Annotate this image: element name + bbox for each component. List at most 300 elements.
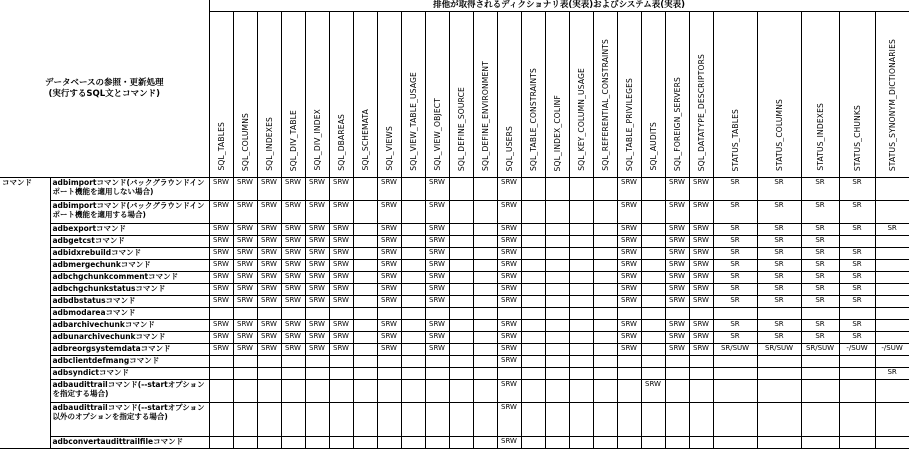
lock-mode-cell <box>521 296 545 308</box>
column-header <box>329 12 353 178</box>
lock-mode-cell <box>713 368 757 380</box>
lock-mode-cell <box>521 437 545 449</box>
lock-mode-cell: SRW <box>425 201 449 224</box>
lock-mode-cell: SRW <box>209 296 233 308</box>
lock-mode-cell: SRW <box>617 296 641 308</box>
lock-mode-cell <box>401 248 425 260</box>
lock-mode-cell <box>569 296 593 308</box>
lock-mode-cell: SR <box>713 296 757 308</box>
lock-mode-cell <box>521 344 545 356</box>
lock-mode-cell: SRW <box>305 236 329 248</box>
lock-mode-cell <box>473 437 497 449</box>
column-header-label: SQL_DATATYPE_DESCRIPTORS <box>696 53 706 171</box>
lock-mode-cell: SRW <box>617 224 641 236</box>
lock-mode-cell <box>449 437 473 449</box>
column-header <box>281 12 305 178</box>
lock-mode-cell <box>801 356 839 368</box>
lock-mode-cell <box>875 356 909 368</box>
lock-mode-cell: SRW <box>233 248 257 260</box>
lock-mode-cell: SRW <box>281 296 305 308</box>
lock-mode-cell: SRW <box>209 344 233 356</box>
lock-mode-cell <box>641 308 665 320</box>
lock-mode-cell <box>617 403 641 437</box>
lock-mode-cell <box>545 224 569 236</box>
lock-mode-cell: SR <box>713 248 757 260</box>
lock-mode-cell <box>875 380 909 403</box>
lock-mode-cell <box>641 248 665 260</box>
lock-mode-cell <box>425 437 449 449</box>
lock-mode-cell: SRW <box>305 320 329 332</box>
lock-mode-cell <box>593 296 617 308</box>
column-header <box>569 12 593 178</box>
lock-mode-cell <box>545 344 569 356</box>
lock-mode-cell: SRW <box>329 332 353 344</box>
column-header <box>377 12 401 178</box>
corner-line-1: データベースの参照・更新処理 <box>44 77 164 88</box>
lock-mode-cell: SRW <box>689 248 713 260</box>
lock-mode-cell: SRW <box>233 284 257 296</box>
lock-mode-cell <box>425 403 449 437</box>
lock-mode-cell: SRW <box>497 201 521 224</box>
lock-mode-cell <box>449 320 473 332</box>
lock-mode-cell <box>353 201 377 224</box>
lock-mode-cell <box>521 368 545 380</box>
lock-mode-cell <box>521 308 545 320</box>
lock-mode-cell <box>449 332 473 344</box>
table-row <box>0 368 909 380</box>
lock-mode-cell <box>353 403 377 437</box>
lock-mode-cell: SR <box>713 224 757 236</box>
lock-mode-cell: SR <box>801 260 839 272</box>
lock-mode-cell: SRW <box>209 320 233 332</box>
lock-mode-cell <box>401 332 425 344</box>
lock-mode-cell: SRW <box>665 248 689 260</box>
lock-mode-cell: SR <box>713 260 757 272</box>
lock-mode-cell <box>545 437 569 449</box>
lock-mode-cell <box>569 272 593 284</box>
column-header <box>801 12 839 178</box>
lock-mode-cell <box>641 201 665 224</box>
column-header-label: SQL_VIEWS <box>384 126 394 171</box>
lock-mode-cell <box>353 248 377 260</box>
lock-mode-cell: SRW <box>617 248 641 260</box>
column-header <box>305 12 329 178</box>
lock-mode-cell <box>353 437 377 449</box>
lock-mode-cell: SRW <box>377 224 401 236</box>
lock-mode-cell <box>757 356 801 368</box>
lock-mode-cell <box>305 368 329 380</box>
lock-mode-cell <box>233 308 257 320</box>
lock-mode-cell <box>839 368 875 380</box>
lock-mode-cell: SRW <box>281 284 305 296</box>
column-header <box>209 12 233 178</box>
lock-mode-cell <box>569 356 593 368</box>
lock-mode-cell <box>839 437 875 449</box>
lock-mode-cell <box>689 308 713 320</box>
lock-mode-cell <box>641 272 665 284</box>
lock-mode-cell <box>569 236 593 248</box>
lock-mode-cell: SRW <box>665 332 689 344</box>
lock-mode-cell: SR <box>801 224 839 236</box>
lock-mode-cell: SR <box>757 332 801 344</box>
lock-mode-cell <box>617 380 641 403</box>
lock-mode-cell <box>401 296 425 308</box>
lock-mode-cell <box>641 296 665 308</box>
column-header <box>401 12 425 178</box>
lock-mode-cell: SRW <box>497 356 521 368</box>
lock-mode-cell: SRW <box>425 272 449 284</box>
lock-mode-cell <box>329 403 353 437</box>
lock-mode-cell: SR <box>839 248 875 260</box>
lock-mode-cell: SR/SUW <box>757 344 801 356</box>
lock-mode-cell: SR <box>757 248 801 260</box>
lock-mode-cell <box>401 437 425 449</box>
lock-mode-cell <box>473 236 497 248</box>
command-name: adbchgchunkstatusコマンド <box>50 284 209 296</box>
lock-mode-cell: SRW <box>305 272 329 284</box>
lock-mode-cell <box>875 236 909 248</box>
lock-mode-cell: SRW <box>377 178 401 201</box>
lock-mode-cell: SR <box>801 272 839 284</box>
lock-mode-cell: SRW <box>617 178 641 201</box>
lock-mode-cell: SRW <box>665 236 689 248</box>
lock-mode-cell: SRW <box>209 224 233 236</box>
lock-mode-cell: SR/SUW <box>801 344 839 356</box>
lock-mode-cell <box>545 296 569 308</box>
lock-mode-cell <box>377 368 401 380</box>
lock-mode-cell <box>875 296 909 308</box>
lock-mode-cell: SR <box>839 224 875 236</box>
table-body <box>0 178 909 449</box>
lock-mode-cell <box>497 308 521 320</box>
lock-mode-cell <box>401 320 425 332</box>
lock-mode-cell <box>875 308 909 320</box>
lock-mode-cell: SRW <box>665 272 689 284</box>
lock-mode-cell: SRW <box>329 236 353 248</box>
lock-mode-cell: SRW <box>257 332 281 344</box>
lock-mode-cell <box>233 380 257 403</box>
lock-mode-cell <box>665 437 689 449</box>
lock-mode-cell <box>569 437 593 449</box>
lock-mode-cell: SRW <box>689 320 713 332</box>
table-row <box>0 236 909 248</box>
lock-mode-cell <box>801 437 839 449</box>
lock-mode-cell <box>473 332 497 344</box>
lock-mode-cell: SRW <box>281 320 305 332</box>
lock-mode-cell: SR <box>713 320 757 332</box>
lock-mode-cell <box>875 284 909 296</box>
lock-mode-cell <box>593 368 617 380</box>
lock-mode-cell: SRW <box>665 178 689 201</box>
lock-mode-cell: SRW <box>257 260 281 272</box>
lock-mode-cell: SRW <box>377 201 401 224</box>
lock-mode-cell <box>425 308 449 320</box>
lock-mode-cell <box>473 380 497 403</box>
column-header-label: SQL_USERS <box>504 125 514 171</box>
lock-mode-cell <box>329 437 353 449</box>
lock-mode-cell <box>401 308 425 320</box>
lock-mode-cell: SRW <box>281 224 305 236</box>
lock-mode-cell: SRW <box>329 296 353 308</box>
command-name: adbunarchivechunkコマンド <box>50 332 209 344</box>
lock-mode-cell: SRW <box>689 272 713 284</box>
lock-mode-cell <box>545 368 569 380</box>
lock-mode-cell: SR <box>839 332 875 344</box>
lock-mode-cell <box>281 403 305 437</box>
lock-mode-cell: SR <box>875 368 909 380</box>
lock-mode-cell <box>569 368 593 380</box>
lock-mode-cell: -/SUW <box>839 344 875 356</box>
lock-mode-cell: SRW <box>425 260 449 272</box>
lock-mode-cell <box>689 437 713 449</box>
lock-mode-cell: SRW <box>233 332 257 344</box>
lock-mode-cell: SRW <box>257 344 281 356</box>
lock-mode-cell <box>209 403 233 437</box>
lock-mode-cell: SRW <box>209 260 233 272</box>
table-row <box>0 356 909 368</box>
column-header <box>233 12 257 178</box>
column-header-label: SQL_SCHEMATA <box>360 109 370 171</box>
lock-mode-cell: SRW <box>377 344 401 356</box>
table-row <box>0 403 909 437</box>
lock-mode-cell <box>353 296 377 308</box>
column-header-label: SQL_DEFINE_SOURCE <box>456 86 466 171</box>
lock-mode-cell: SRW <box>281 272 305 284</box>
lock-mode-cell <box>801 403 839 437</box>
column-header-label: SQL_DEFINE_ENVIRONMENT <box>480 61 490 171</box>
lock-mode-cell: SR/SUW <box>713 344 757 356</box>
lock-mode-cell <box>401 236 425 248</box>
lock-mode-cell <box>875 320 909 332</box>
lock-mode-cell <box>875 248 909 260</box>
lock-mode-cell <box>757 368 801 380</box>
column-header-label: STATUS_INDEXES <box>815 103 825 171</box>
lock-mode-cell <box>329 356 353 368</box>
lock-mode-cell <box>801 308 839 320</box>
lock-mode-cell <box>569 380 593 403</box>
lock-mode-cell <box>569 284 593 296</box>
lock-mode-cell <box>521 178 545 201</box>
lock-mode-cell <box>305 308 329 320</box>
lock-mode-cell <box>353 284 377 296</box>
lock-mode-cell <box>521 403 545 437</box>
lock-mode-cell: SRW <box>209 236 233 248</box>
lock-mode-cell <box>875 272 909 284</box>
lock-mode-cell <box>257 308 281 320</box>
lock-mode-cell <box>641 178 665 201</box>
lock-mode-cell: SRW <box>497 437 521 449</box>
lock-mode-cell: SRW <box>665 224 689 236</box>
column-header-label: SQL_INDEX_COLINF <box>552 94 562 171</box>
column-header <box>257 12 281 178</box>
command-name: adbexportコマンド <box>50 224 209 236</box>
lock-mode-cell: SRW <box>497 272 521 284</box>
lock-mode-cell: SR <box>713 201 757 224</box>
lock-mode-cell <box>521 224 545 236</box>
lock-mode-cell <box>665 368 689 380</box>
column-header-label: SQL_REFERENTIAL_CONSTRAINTS <box>600 39 610 171</box>
table-row <box>0 332 909 344</box>
lock-mode-cell <box>641 356 665 368</box>
lock-mode-cell <box>329 308 353 320</box>
column-header <box>875 12 909 178</box>
lock-mode-cell: SRW <box>233 236 257 248</box>
lock-mode-cell: SR <box>757 236 801 248</box>
column-header <box>449 12 473 178</box>
lock-mode-cell: SRW <box>257 248 281 260</box>
lock-mode-cell <box>497 368 521 380</box>
column-header-label: SQL_DIV_INDEX <box>312 109 322 171</box>
lock-mode-cell <box>449 224 473 236</box>
lock-mode-cell <box>593 224 617 236</box>
lock-mode-cell: SR <box>801 178 839 201</box>
lock-mode-cell: SRW <box>209 178 233 201</box>
lock-mode-cell <box>449 178 473 201</box>
lock-mode-cell <box>665 403 689 437</box>
lock-mode-cell <box>449 308 473 320</box>
lock-mode-cell: SR <box>839 320 875 332</box>
lock-mode-cell: SR <box>713 284 757 296</box>
lock-mode-cell: SRW <box>233 178 257 201</box>
lock-mode-cell <box>839 380 875 403</box>
lock-mode-cell: SRW <box>329 178 353 201</box>
lock-mode-cell <box>401 344 425 356</box>
lock-mode-cell <box>545 284 569 296</box>
column-header-label: SQL_TABLE_PRIVILEGES <box>624 77 634 171</box>
lock-mode-cell <box>401 368 425 380</box>
lock-mode-cell <box>401 260 425 272</box>
lock-mode-cell <box>875 260 909 272</box>
lock-mode-cell: SR <box>757 178 801 201</box>
lock-mode-cell <box>281 437 305 449</box>
lock-mode-cell: SRW <box>305 248 329 260</box>
lock-mode-cell: SRW <box>329 201 353 224</box>
lock-mode-cell <box>329 380 353 403</box>
lock-mode-cell: SRW <box>233 320 257 332</box>
lock-mode-cell <box>593 236 617 248</box>
lock-mode-cell: SRW <box>377 236 401 248</box>
lock-mode-cell <box>665 356 689 368</box>
lock-mode-cell: SRW <box>617 284 641 296</box>
lock-mode-cell <box>401 224 425 236</box>
lock-mode-cell: SR <box>801 248 839 260</box>
lock-mode-cell <box>839 236 875 248</box>
lock-mode-cell <box>839 356 875 368</box>
column-header <box>641 12 665 178</box>
table-row <box>0 380 909 403</box>
table-row <box>0 320 909 332</box>
lock-mode-cell: SRW <box>329 284 353 296</box>
lock-mode-cell <box>593 332 617 344</box>
lock-mode-cell: SRW <box>305 201 329 224</box>
lock-mode-cell: SRW <box>425 296 449 308</box>
lock-mode-cell <box>473 224 497 236</box>
lock-mode-cell: SR <box>875 224 909 236</box>
command-name: adbimportコマンド(バックグラウンドインポート機能を適用しない場合) <box>50 178 209 201</box>
column-header <box>593 12 617 178</box>
lock-mode-cell <box>401 201 425 224</box>
lock-mode-cell <box>257 403 281 437</box>
lock-mode-cell <box>281 308 305 320</box>
lock-mode-cell: SRW <box>617 320 641 332</box>
lock-mode-cell <box>449 296 473 308</box>
lock-mode-cell: SR <box>757 201 801 224</box>
lock-mode-cell: SRW <box>497 332 521 344</box>
column-header <box>497 12 521 178</box>
lock-mode-cell <box>545 332 569 344</box>
lock-mode-cell: SRW <box>689 296 713 308</box>
lock-mode-cell <box>593 248 617 260</box>
lock-mode-cell <box>233 403 257 437</box>
lock-mode-cell: SRW <box>425 284 449 296</box>
column-header-label: SQL_DBAREAS <box>336 114 346 171</box>
lock-mode-cell: SRW <box>377 332 401 344</box>
lock-mode-cell <box>545 272 569 284</box>
lock-mode-cell <box>473 296 497 308</box>
column-header-label: STATUS_COLUMNS <box>774 99 784 171</box>
lock-mode-cell <box>377 437 401 449</box>
lock-mode-cell: SR <box>839 260 875 272</box>
lock-mode-cell <box>473 344 497 356</box>
command-name: adbaudittrailコマンド(--startオプションを指定する場合) <box>50 380 209 403</box>
lock-mode-cell: SRW <box>617 332 641 344</box>
corner-header <box>0 0 209 178</box>
lock-mode-cell: SRW <box>209 332 233 344</box>
lock-mode-cell: SRW <box>425 248 449 260</box>
lock-mode-cell <box>641 260 665 272</box>
lock-mode-cell <box>593 178 617 201</box>
lock-mode-cell <box>521 260 545 272</box>
lock-mode-cell: SRW <box>617 201 641 224</box>
lock-mode-cell <box>713 356 757 368</box>
lock-mode-cell <box>521 248 545 260</box>
lock-mode-cell <box>545 308 569 320</box>
lock-mode-cell <box>449 356 473 368</box>
lock-mode-cell <box>689 368 713 380</box>
lock-mode-cell: SRW <box>497 178 521 201</box>
lock-mode-cell <box>569 403 593 437</box>
lock-mode-cell: SRW <box>497 344 521 356</box>
lock-mode-cell: SRW <box>665 320 689 332</box>
lock-mode-cell <box>353 260 377 272</box>
lock-mode-cell <box>449 260 473 272</box>
lock-mode-cell <box>401 272 425 284</box>
lock-mode-cell: SRW <box>497 260 521 272</box>
lock-mode-cell <box>353 344 377 356</box>
table-row <box>0 224 909 236</box>
lock-mode-cell <box>521 380 545 403</box>
lock-mode-cell: SRW <box>497 296 521 308</box>
column-header-label: SQL_VIEW_TABLE_USAGE <box>408 72 418 171</box>
lock-mode-cell <box>545 356 569 368</box>
lock-mode-cell: SR <box>757 320 801 332</box>
table-row <box>0 344 909 356</box>
command-name: adbreorgsystemdataコマンド <box>50 344 209 356</box>
column-header <box>521 12 545 178</box>
command-name: adbchgchunkcommentコマンド <box>50 272 209 284</box>
lock-mode-cell <box>875 201 909 224</box>
command-name: adbaudittrailコマンド(--startオプション以外のオプションを指定する場合) <box>50 403 209 437</box>
lock-mode-cell: SRW <box>689 284 713 296</box>
lock-mode-cell: SRW <box>425 236 449 248</box>
lock-mode-cell <box>425 380 449 403</box>
lock-mode-cell <box>641 320 665 332</box>
lock-mode-cell: SRW <box>257 320 281 332</box>
column-header-label: STATUS_CHUNKS <box>852 104 862 171</box>
lock-mode-cell: SRW <box>305 224 329 236</box>
lock-mode-cell <box>569 320 593 332</box>
lock-mode-cell: SR <box>801 284 839 296</box>
